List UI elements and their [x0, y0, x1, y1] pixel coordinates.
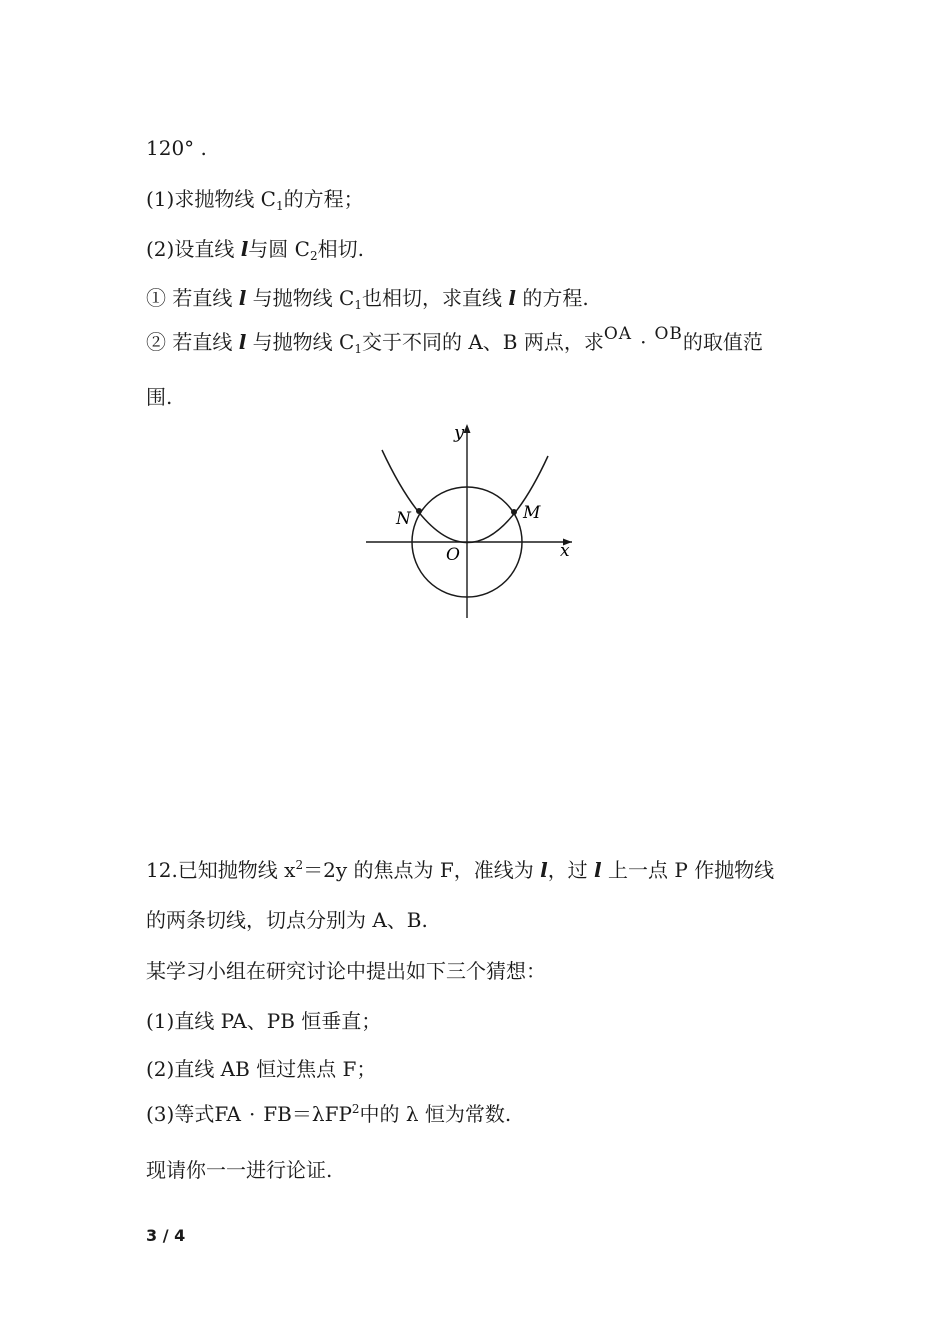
subscript: 1 [354, 298, 362, 312]
point-m-marker [511, 509, 517, 515]
text-120-degrees: 120° . [146, 136, 207, 160]
vector-fb: FB [263, 1102, 292, 1126]
point-m-label: M [523, 503, 541, 523]
variable-l: l [508, 286, 516, 310]
point-n-marker [416, 508, 422, 514]
subscript: 2 [309, 249, 318, 263]
question-part-2-2 [146, 324, 763, 357]
text-segment: 与圆 C [248, 237, 310, 261]
conjecture-3 [146, 1102, 511, 1129]
text-segment: 某学习小组在研究讨论中提出如下三个猜想： [146, 959, 546, 983]
text-segment: 与抛物线 C [246, 286, 355, 310]
closing-instruction [146, 1158, 332, 1182]
text-segment: 与抛物线 C [246, 330, 355, 354]
conjecture-1 [146, 1009, 381, 1033]
text-segment: 上一点 P 作抛物线 [601, 858, 775, 882]
text-segment: 的方程. [515, 286, 589, 310]
text-segment: 中的 λ 恒为常数. [359, 1102, 512, 1126]
line-120-degrees [146, 136, 207, 160]
text-segment: 也相切，求直线 [362, 286, 509, 310]
vector-fa: FA [214, 1102, 241, 1126]
text-segment: 相切. [317, 237, 364, 261]
text-segment: (3)等式 [146, 1102, 215, 1126]
text-segment: 交于不同的 A、B 两点，求 [362, 330, 604, 354]
y-axis-arrow [464, 424, 471, 433]
question-part-1 [146, 187, 364, 214]
vector-ob: OB [654, 324, 683, 344]
text-segment: (1)直线 PA、PB 恒垂直； [146, 1009, 382, 1033]
superscript: 2 [295, 858, 304, 872]
text-segment: 围. [146, 385, 173, 409]
variable-l: l [540, 858, 548, 882]
text-segment: ② 若直线 [146, 330, 239, 354]
page-number: 3 / 4 [146, 1226, 186, 1245]
variable-l: l [238, 286, 247, 310]
x-axis-label: x [560, 541, 570, 561]
variable-l: l [240, 237, 249, 261]
origin-label: O [446, 545, 460, 565]
variable-l: l [238, 330, 247, 354]
text-segment: ① 若直线 [146, 286, 239, 310]
subscript: 1 [276, 199, 284, 213]
superscript: 2 [351, 1102, 360, 1116]
text-segment: (1)求抛物线 C [146, 187, 276, 211]
vector-oa: OA [603, 324, 633, 344]
variable-l: l [594, 858, 602, 882]
question-part-2-2-cont [146, 385, 172, 409]
text-segment: 现请你一一进行论证. [146, 1158, 333, 1182]
text-segment: ＝λ [291, 1102, 325, 1126]
text-segment: 12.已知抛物线 x [146, 858, 296, 882]
question-part-2 [146, 237, 364, 264]
parabola-circle-figure [360, 418, 580, 622]
text-segment: (2)设直线 [146, 237, 241, 261]
dot-operator: · [640, 330, 647, 354]
vector-fp: FP [324, 1102, 352, 1126]
text-segment: (2)直线 AB 恒过焦点 F； [146, 1057, 377, 1081]
study-group-intro [146, 959, 546, 983]
text-segment: 的方程； [283, 187, 364, 211]
question-12 [146, 858, 774, 885]
conjecture-2 [146, 1057, 376, 1081]
subscript: 1 [354, 342, 362, 356]
point-n-label: N [396, 509, 411, 529]
dot-operator: · [248, 1102, 256, 1126]
text-segment: 的两条切线，切点分别为 A、B. [146, 908, 428, 932]
question-part-2-1 [146, 286, 589, 313]
question-12-cont [146, 908, 428, 932]
y-axis-label: y [454, 422, 465, 443]
text-segment: ，过 [547, 858, 595, 882]
text-segment: 的取值范 [682, 330, 763, 354]
text-segment: ＝2y 的焦点为 F，准线为 [303, 858, 541, 882]
